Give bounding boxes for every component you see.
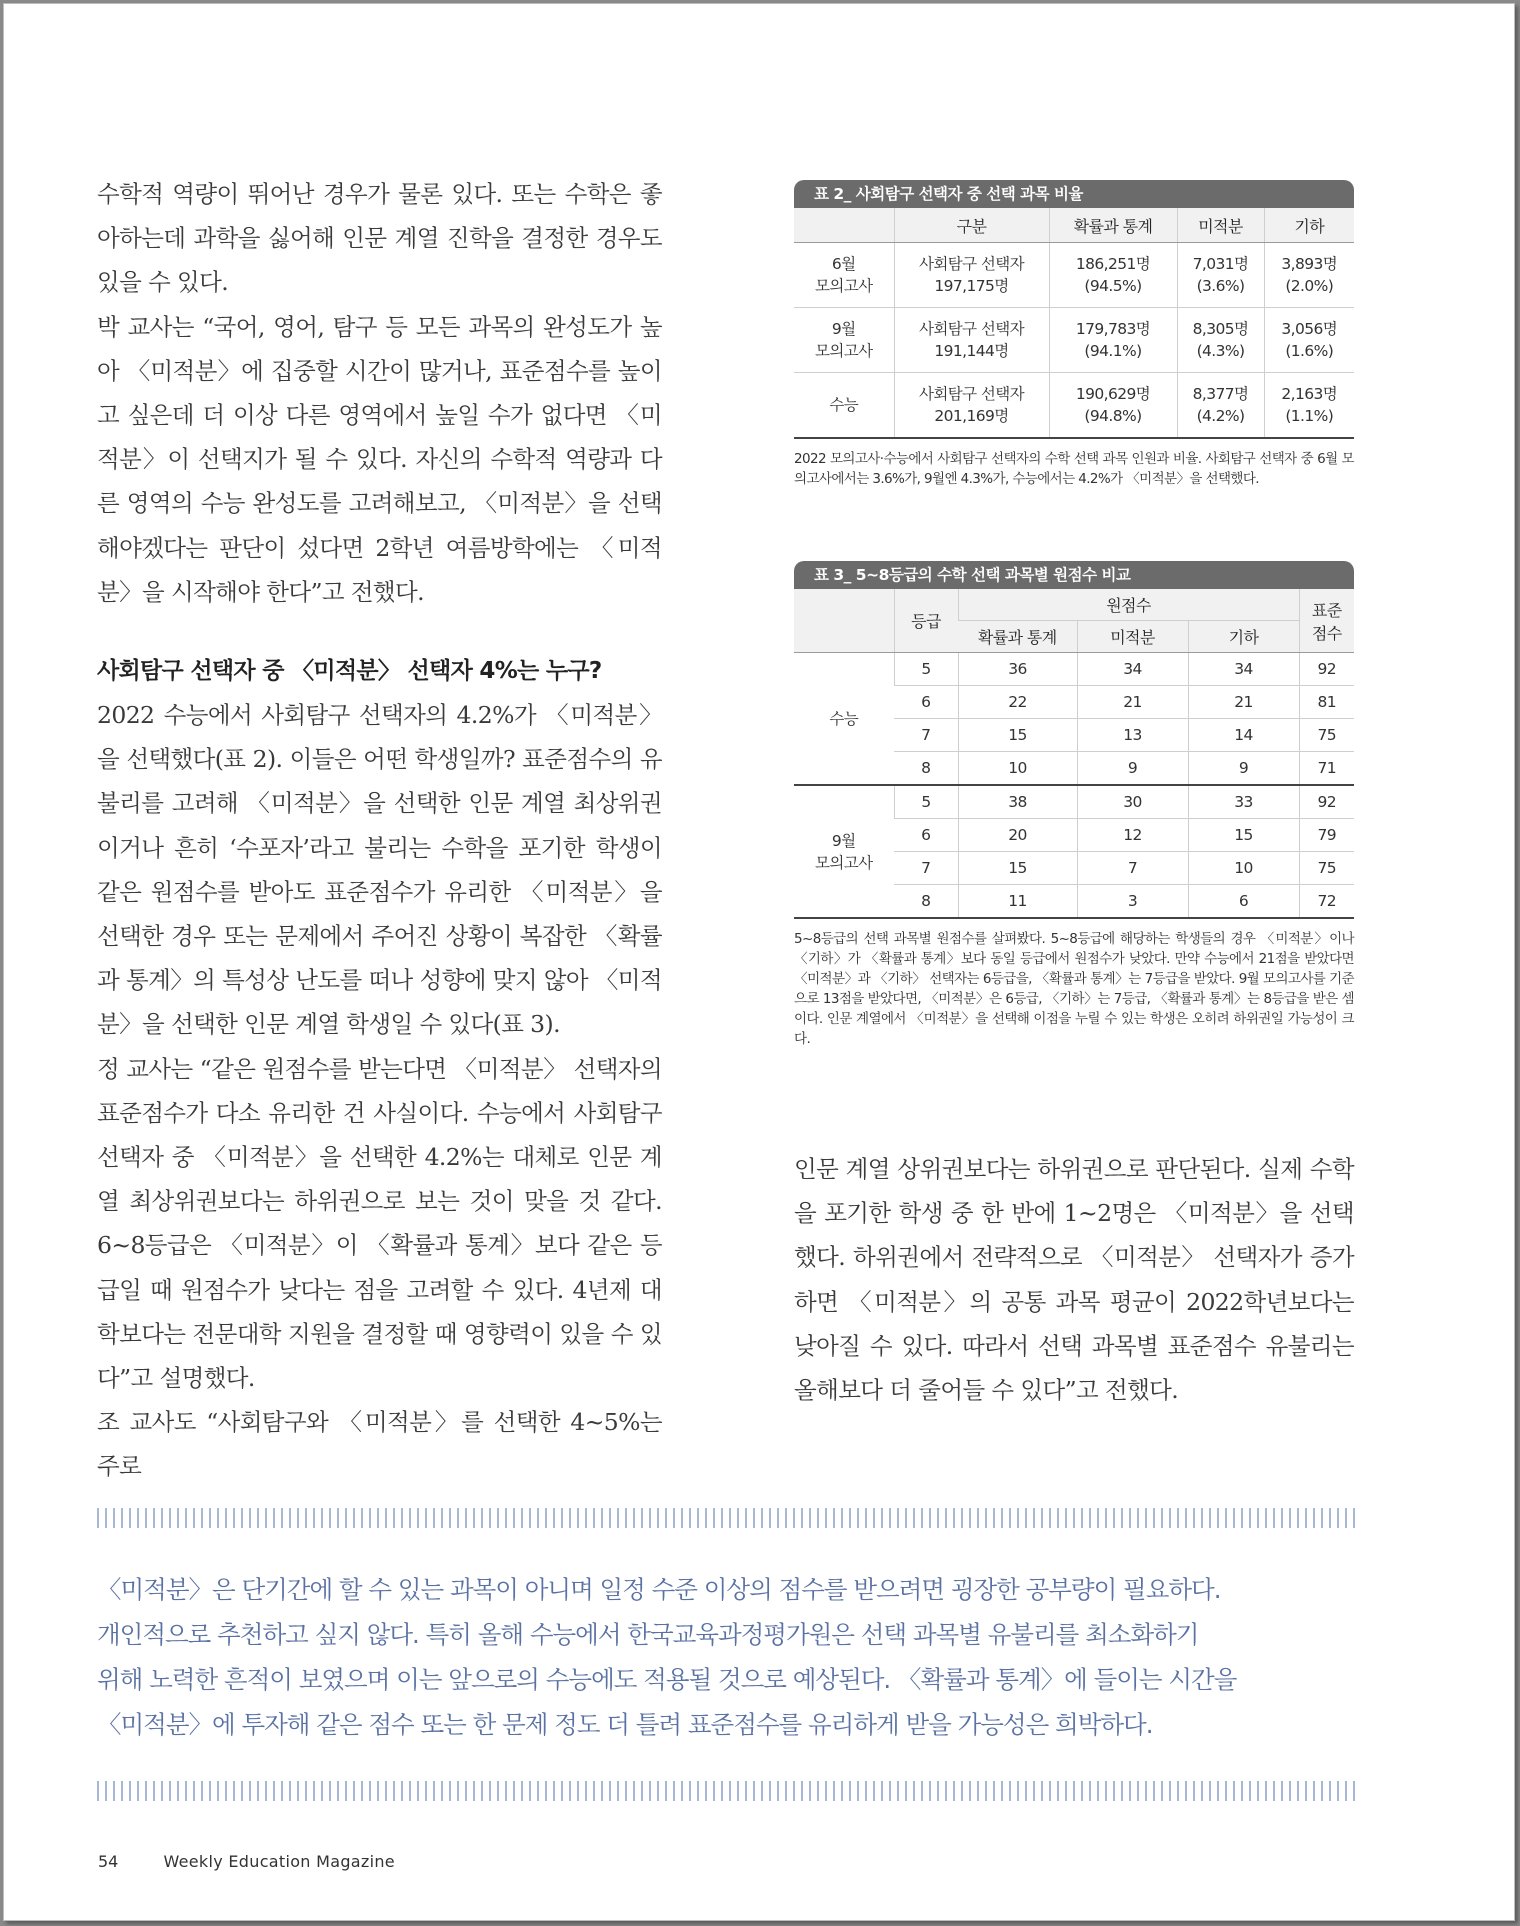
value-cell: 2,163명 (1.1%) [1264,373,1354,439]
table-3-header-geometry: 기하 [1188,621,1299,653]
table-3 [794,589,1354,919]
table-3-header-calculus: 미적분 [1077,621,1188,653]
table-row [794,653,1354,686]
table-3-caption: 5~8등급의 선택 과목별 원점수를 살펴봤다. 5~8등급에 해당하는 학생들의 경우 〈미적분〉이나 〈기하〉가 〈확률과 통계〉보다 동일 등급에서 원점수가 낮았다. 만약 수능에서 21점을 받았다면 〈미적분〉과 〈기하〉 선택자는 6등급을, 〈확률과 통계〉는 7등급을 받았다. 9월 모의고사를 기준으로 13점을 받았다면, 〈미적분〉은 6등급, 〈기하〉는 7등급, 〈확률과 통계〉는 8등급을 받은 셈이다. 인문 계열에서 〈미적분〉을 선택해 이점을 누릴 수 있는 학생은 오히려 하위권일 가능성이 크다. [794,931,1354,1047]
table-2 [794,208,1354,439]
value-cell: 15 [1188,819,1299,852]
value-cell: 3 [1077,885,1188,919]
table-3-header-probability: 확률과 통계 [958,621,1077,653]
magazine-page [3,3,1515,1921]
group-cell: 사회탐구 선택자 191,144명 [894,308,1049,373]
value-cell: 75 [1299,719,1354,752]
value-cell: 8,305명 (4.3%) [1177,308,1264,373]
value-cell: 72 [1299,885,1354,919]
table-2-header-geometry: 기하 [1264,208,1354,243]
table-2-title: 표 2_ 사회탐구 선택자 중 선택 과목 비율 [794,180,1354,208]
table-3-block [794,561,1354,1049]
value-cell: 21 [1077,686,1188,719]
value-cell: 20 [958,819,1077,852]
right-paragraph-1: 인문 계열 상위권보다는 하위권으로 판단된다. 실제 수학을 포기한 학생 중 한 반에 1~2명은 〈미적분〉을 선택했다. 하위권에서 전략적으로 〈미적분〉 선택자가 증가하면 〈미적분〉의 공통 과목 평균이 2022학년보다는 낮아질 수 있다. 따라서 선택 과목별 표준점수 유불리는 올해보다 더 줄어들 수 있다”고 전했다. [794,1155,1354,1405]
table-3-header-standard: 표준 점수 [1299,589,1354,653]
value-cell: 3,056명 (1.6%) [1264,308,1354,373]
value-cell: 33 [1188,785,1299,819]
value-cell: 71 [1299,752,1354,786]
value-cell: 36 [958,653,1077,686]
value-cell: 12 [1077,819,1188,852]
quote-top-divider [97,1508,1355,1528]
value-cell: 13 [1077,719,1188,752]
value-cell: 34 [1188,653,1299,686]
value-cell: 10 [958,752,1077,786]
value-cell: 15 [958,719,1077,752]
grade-cell: 7 [894,852,958,885]
table-row [794,243,1354,308]
value-cell: 9 [1188,752,1299,786]
grade-cell: 5 [894,653,958,686]
table-2-header-probability: 확률과 통계 [1049,208,1177,243]
table-2-caption: 2022 모의고사·수능에서 사회탐구 선택자의 수학 선택 과목 인원과 비율. 사회탐구 선택자 중 6월 모의고사에서는 3.6%가, 9월엔 4.3%가, 수능에서는 4.2%가 〈미적분〉을 선택했다. [794,451,1354,487]
table-3-header-grade: 등급 [894,589,958,653]
value-cell: 10 [1188,852,1299,885]
section-heading: 사회탐구 선택자 중 〈미적분〉 선택자 4%는 누구? [97,658,602,685]
left-paragraph-2: 박 교사는 “국어, 영어, 탐구 등 모든 과목의 완성도가 높아 〈미적분〉에 집중할 시간이 많거나, 표준점수를 높이고 싶은데 더 이상 다른 영역에서 높일 수가 없다면 〈미적분〉이 선택지가 될 수 있다. 자신의 수학적 역량과 다른 영역의 수능 완성도를 고려해보고, 〈미적분〉을 선택해야겠다는 판단이 섰다면 2학년 여름방학에는 〈미적분〉을 시작해야 한다”고 전했다. [97,312,662,606]
table-2-block [794,180,1354,489]
page-footer [98,1852,395,1871]
value-cell: 92 [1299,653,1354,686]
value-cell: 7,031명 (3.6%) [1177,243,1264,308]
value-cell: 179,783명 (94.1%) [1049,308,1177,373]
pull-quote-line-2: 개인적으로 추천하고 싶지 않다. 특히 올해 수능에서 한국교육과정평가원은 선택 과목별 유불리를 최소화하기 [97,1620,1199,1649]
value-cell: 30 [1077,785,1188,819]
value-cell: 79 [1299,819,1354,852]
value-cell: 9 [1077,752,1188,786]
value-cell: 186,251명 (94.5%) [1049,243,1177,308]
grade-cell: 8 [894,885,958,919]
left-paragraph-4: 정 교사는 “같은 원점수를 받는다면 〈미적분〉 선택자의 표준점수가 다소 유리한 건 사실이다. 수능에서 사회탐구 선택자 중 〈미적분〉을 선택한 4.2%는 대체로 인문 계열 최상위권보다는 하위권으로 보는 것이 맞을 것 같다. 6~8등급은 〈미적분〉이 〈확률과 통계〉보다 같은 등급일 때 원점수가 낮다는 점을 고려할 수 있다. 4년제 대학보다는 전문대학 지원을 결정할 때 영향력이 있을 수 있다”고 설명했다. [97,1054,662,1393]
pull-quote-line-3: 위해 노력한 흔적이 보였으며 이는 앞으로의 수능에도 적용될 것으로 예상된다. 〈확률과 통계〉에 들이는 시간을 [97,1665,1237,1694]
value-cell: 8,377명 (4.2%) [1177,373,1264,439]
table-2-header-calculus: 미적분 [1177,208,1264,243]
grade-cell: 8 [894,752,958,786]
page-number: 54 [98,1852,119,1871]
value-cell: 3,893명 (2.0%) [1264,243,1354,308]
magazine-name: Weekly Education Magazine [163,1852,395,1871]
group-label-september: 9월 모의고사 [794,785,894,918]
group-cell: 사회탐구 선택자 201,169명 [894,373,1049,439]
grade-cell: 7 [894,719,958,752]
value-cell: 15 [958,852,1077,885]
right-column [794,1147,1354,1412]
table-3-header-raw: 원점수 [958,589,1299,621]
group-label-suneung: 수능 [794,653,894,786]
pull-quote [97,1567,1362,1747]
value-cell: 7 [1077,852,1188,885]
table-2-header-empty [794,208,894,243]
left-paragraph-3: 2022 수능에서 사회탐구 선택자의 4.2%가 〈미적분〉을 선택했다(표 2). 이들은 어떤 학생일까? 표준점수의 유불리를 고려해 〈미적분〉을 선택한 인문 계열 최상위권이거나 흔히 ‘수포자’라고 불리는 수학을 포기한 학생이 같은 원점수를 받아도 표준점수가 유리한 〈미적분〉을 선택한 경우 또는 문제에서 주어진 상황이 복잡한 〈확률과 통계〉의 특성상 난도를 떠나 성향에 맞지 않아 〈미적분〉을 선택한 인문 계열 학생일 수 있다(표 3). [97,701,662,1039]
value-cell: 92 [1299,785,1354,819]
exam-cell: 6월 모의고사 [794,243,894,308]
left-paragraph-1: 수학적 역량이 뛰어난 경우가 물론 있다. 또는 수학은 좋아하는데 과학을 싫어해 인문 계열 진학을 결정한 경우도 있을 수 있다. [97,180,662,297]
value-cell: 21 [1188,686,1299,719]
value-cell: 38 [958,785,1077,819]
table-row [794,785,1354,819]
quote-bottom-divider [97,1781,1355,1801]
table-row [794,373,1354,439]
left-column [97,172,662,1489]
pull-quote-line-1: 〈미적분〉은 단기간에 할 수 있는 과목이 아니며 일정 수준 이상의 점수를 받으려면 굉장한 공부량이 필요하다. [97,1575,1221,1604]
value-cell: 190,629명 (94.8%) [1049,373,1177,439]
value-cell: 6 [1188,885,1299,919]
value-cell: 81 [1299,686,1354,719]
value-cell: 34 [1077,653,1188,686]
value-cell: 14 [1188,719,1299,752]
exam-cell: 9월 모의고사 [794,308,894,373]
table-3-title: 표 3_ 5~8등급의 수학 선택 과목별 원점수 비교 [794,561,1354,589]
grade-cell: 6 [894,819,958,852]
exam-cell: 수능 [794,373,894,439]
table-2-header-category: 구분 [894,208,1049,243]
value-cell: 75 [1299,852,1354,885]
grade-cell: 5 [894,785,958,819]
table-3-header-empty [794,589,894,653]
value-cell: 22 [958,686,1077,719]
pull-quote-line-4: 〈미적분〉에 투자해 같은 점수 또는 한 문제 정도 더 틀려 표준점수를 유리하게 받을 가능성은 희박하다. [97,1710,1153,1739]
left-paragraph-5: 조 교사도 “사회탐구와 〈미적분〉를 선택한 4~5%는 주로 [97,1408,662,1481]
group-cell: 사회탐구 선택자 197,175명 [894,243,1049,308]
table-row [794,308,1354,373]
table-2-header-row [794,208,1354,243]
table-3-header-row-1 [794,589,1354,621]
value-cell: 11 [958,885,1077,919]
grade-cell: 6 [894,686,958,719]
